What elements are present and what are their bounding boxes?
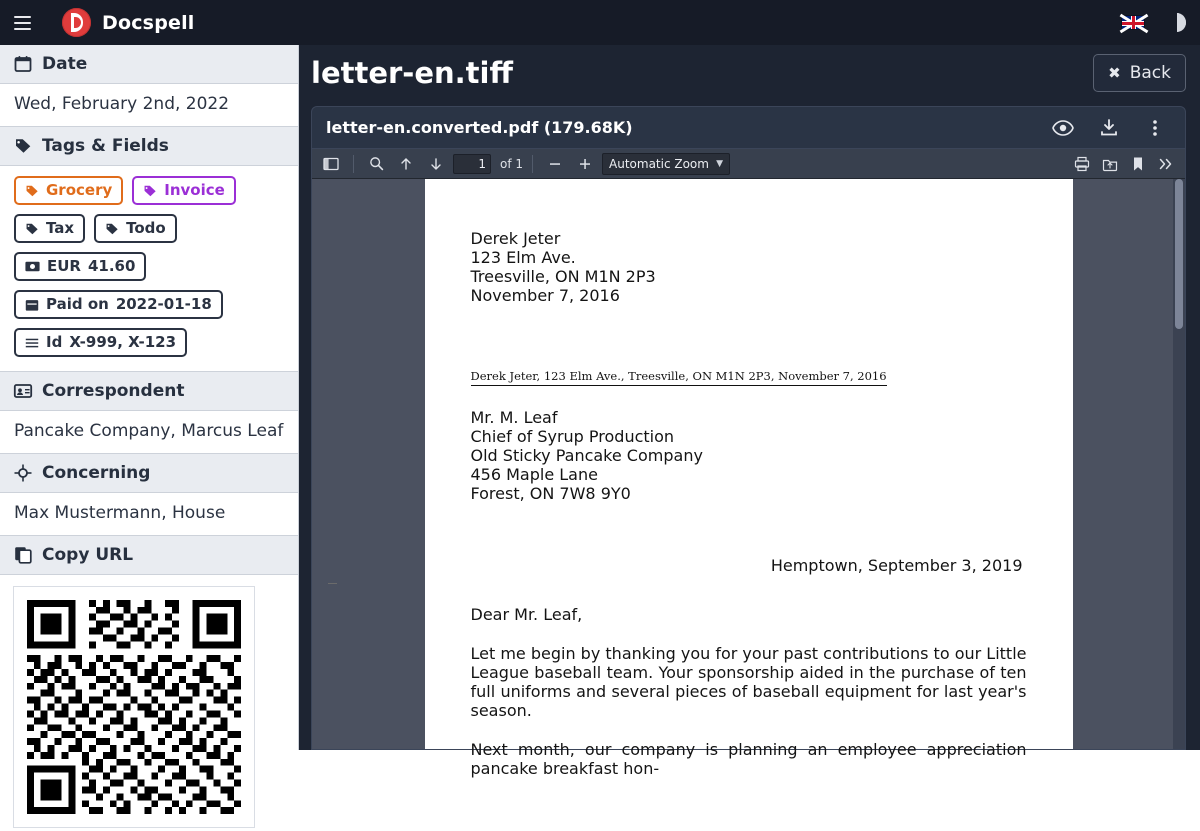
bookmark-icon[interactable] bbox=[1125, 152, 1151, 176]
sidebar-section-concerning-title: Concerning bbox=[42, 463, 151, 483]
brand-name: Docspell bbox=[102, 11, 195, 34]
sender-line: 123 Elm Ave. bbox=[470, 248, 576, 267]
sidebar-correspondent-value-wrap bbox=[0, 411, 298, 453]
back-button[interactable] bbox=[1093, 54, 1186, 92]
tag-badge-todo[interactable] bbox=[94, 214, 177, 243]
toolbar-separator bbox=[353, 155, 354, 173]
id-card-icon bbox=[14, 382, 32, 400]
sidebar-section-copy-url-header[interactable] bbox=[0, 535, 298, 575]
recipient-line: Chief of Syrup Production bbox=[470, 427, 675, 446]
pdf-viewer-card bbox=[311, 106, 1186, 778]
zoom-select-wrap bbox=[602, 153, 730, 175]
tag-badge-label: Tax bbox=[46, 219, 75, 237]
top-navigation-bar bbox=[0, 0, 1200, 45]
save-icon[interactable] bbox=[1097, 152, 1123, 176]
body-paragraph: Next month, our company is planning an employee appreciation pancake breakfast hon- bbox=[470, 740, 1027, 778]
tags-icon bbox=[14, 137, 32, 155]
sidebar-section-concerning-header bbox=[0, 453, 298, 493]
zoom-in-icon[interactable] bbox=[572, 152, 598, 176]
tag-badge-grocery[interactable] bbox=[14, 176, 123, 205]
chevron-down-icon: ▼ bbox=[716, 158, 724, 169]
sidebar-section-correspondent-header bbox=[0, 371, 298, 411]
pdf-page bbox=[425, 179, 1073, 778]
sidebar-section-date-title: Date bbox=[42, 54, 88, 74]
pdf-viewer-actions bbox=[1041, 112, 1177, 144]
brand[interactable] bbox=[62, 8, 195, 37]
document-details-sidebar bbox=[0, 45, 299, 750]
zoom-select[interactable] bbox=[602, 153, 730, 175]
sidebar-section-date-header bbox=[0, 45, 298, 84]
pdf-viewer-header bbox=[312, 107, 1185, 149]
tag-badge-label: Invoice bbox=[164, 181, 225, 199]
search-icon[interactable] bbox=[363, 152, 389, 176]
pdf-scrollbar[interactable] bbox=[1173, 179, 1185, 749]
tag-badge-label: Grocery bbox=[46, 181, 113, 199]
topbar-right-actions bbox=[1121, 13, 1186, 32]
sidebar-concerning-value-wrap bbox=[0, 493, 298, 535]
preview-eye-icon[interactable] bbox=[1041, 112, 1085, 144]
field-badge-value: 2022-01-18 bbox=[115, 295, 212, 313]
sidebar-correspondent-value: Pancake Company, Marcus Leaf bbox=[14, 421, 284, 441]
tag-badge-label: Todo bbox=[126, 219, 166, 237]
calendar-icon bbox=[14, 55, 32, 73]
sidebar-concerning-value: Max Mustermann, House bbox=[14, 503, 226, 523]
recipient-line: Forest, ON 7W8 9Y0 bbox=[470, 484, 631, 503]
document-header bbox=[299, 45, 1200, 100]
sidebar-date-value-wrap bbox=[0, 84, 298, 126]
recipient-line: Old Sticky Pancake Company bbox=[470, 446, 703, 465]
sender-address-block bbox=[471, 229, 1027, 305]
field-badge-paid-on[interactable] bbox=[14, 290, 223, 319]
field-badge-id[interactable] bbox=[14, 328, 187, 357]
money-icon bbox=[25, 260, 40, 273]
tag-icon bbox=[143, 184, 157, 198]
tags-and-fields-list bbox=[0, 166, 298, 371]
recipient-line: Mr. M. Leaf bbox=[470, 408, 558, 427]
page-ruler-tick bbox=[328, 583, 337, 584]
page-body bbox=[0, 45, 1200, 778]
sidebar-date-value: Wed, February 2nd, 2022 bbox=[14, 94, 230, 114]
calendar-icon bbox=[25, 298, 39, 312]
salutation: Dear Mr. Leaf, bbox=[470, 605, 583, 624]
pdf-toolbar bbox=[312, 149, 1185, 179]
sender-line: Derek Jeter bbox=[470, 229, 561, 248]
page-total-label: of 1 bbox=[500, 156, 524, 171]
sidebar-section-tags-header bbox=[0, 126, 298, 166]
double-chevron-right-icon[interactable] bbox=[1153, 152, 1179, 176]
qr-code-wrap bbox=[0, 575, 298, 831]
return-address-line: Derek Jeter, 123 Elm Ave., Treesville, ON M1N 2P3, November 7, 2016 bbox=[471, 369, 887, 386]
close-icon: ✖ bbox=[1108, 63, 1121, 82]
hamburger-menu-icon[interactable] bbox=[14, 10, 40, 36]
page-title: letter-en.tiff bbox=[311, 55, 513, 90]
crosshair-icon bbox=[14, 464, 32, 482]
field-badge-label: Id bbox=[46, 333, 63, 351]
download-icon[interactable] bbox=[1087, 112, 1131, 144]
tag-icon bbox=[25, 222, 39, 236]
toolbar-separator bbox=[532, 155, 533, 173]
field-badge-value: 41.60 bbox=[87, 257, 136, 275]
place-and-date: Hemptown, September 3, 2019 bbox=[770, 556, 1023, 575]
main-content bbox=[299, 45, 1200, 778]
pdf-file-label: letter-en.converted.pdf (179.68K) bbox=[326, 118, 633, 137]
sidebar-toggle-icon[interactable] bbox=[318, 152, 344, 176]
back-button-label: Back bbox=[1129, 62, 1171, 83]
field-badge-label: Paid on bbox=[46, 295, 109, 313]
qr-code-image bbox=[14, 587, 254, 827]
field-badge-currency[interactable] bbox=[14, 252, 146, 281]
sender-line: Treesville, ON M1N 2P3 bbox=[470, 267, 656, 286]
sidebar-section-tags-title: Tags & Fields bbox=[42, 136, 169, 156]
arrow-up-icon[interactable] bbox=[393, 152, 419, 176]
pdf-page-area[interactable] bbox=[312, 179, 1185, 778]
dark-mode-toggle-icon[interactable] bbox=[1167, 13, 1186, 32]
field-badge-value: X-999, X-123 bbox=[69, 333, 177, 351]
recipient-address-block bbox=[471, 408, 1027, 503]
pdf-toolbar-right bbox=[1069, 152, 1179, 176]
field-badge-label: EUR bbox=[47, 257, 81, 275]
tag-badge-invoice[interactable] bbox=[132, 176, 236, 205]
page-number-input[interactable] bbox=[453, 154, 491, 174]
tag-icon bbox=[25, 184, 39, 198]
tag-icon bbox=[105, 222, 119, 236]
uk-flag-icon[interactable] bbox=[1121, 15, 1145, 30]
print-icon[interactable] bbox=[1069, 152, 1095, 176]
more-options-icon[interactable] bbox=[1133, 112, 1177, 144]
sidebar-section-copy-url-title: Copy URL bbox=[42, 545, 134, 565]
sidebar-section-correspondent-title: Correspondent bbox=[42, 381, 185, 401]
sender-line: November 7, 2016 bbox=[470, 286, 620, 305]
arrow-down-icon[interactable] bbox=[423, 152, 449, 176]
pdf-scrollbar-thumb[interactable] bbox=[1175, 179, 1183, 329]
zoom-out-icon[interactable] bbox=[542, 152, 568, 176]
body-paragraph: Let me begin by thanking you for your past contributions to our Little League baseball team. Your sponsorship aided in the purchase of ten full uniforms and several pieces of baseball equipment for last year's season. bbox=[470, 644, 1027, 720]
recipient-line: 456 Maple Lane bbox=[470, 465, 598, 484]
docspell-logo-icon bbox=[62, 8, 91, 37]
list-icon bbox=[25, 336, 39, 350]
tag-badge-tax[interactable] bbox=[14, 214, 85, 243]
copy-icon bbox=[14, 546, 32, 564]
